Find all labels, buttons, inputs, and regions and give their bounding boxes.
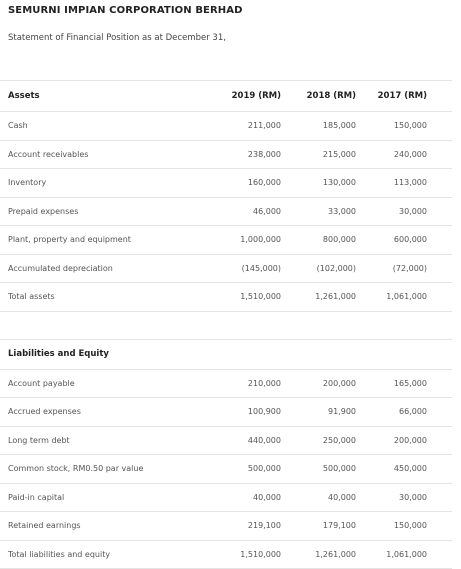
row-label: Cash — [0, 112, 205, 141]
cell-2017: 1,061,000 — [361, 283, 452, 312]
cell-2018: 200,000 — [285, 369, 361, 398]
table-row — [0, 226, 452, 255]
row-label: Accumulated depreciation — [0, 254, 205, 283]
table-row — [0, 512, 452, 541]
cell-2019: 500,000 — [205, 455, 285, 484]
table-header-row — [0, 81, 452, 112]
row-label: Inventory — [0, 169, 205, 198]
cell-2017: 30,000 — [361, 197, 452, 226]
cell-2018: (102,000) — [285, 254, 361, 283]
row-label: Long term debt — [0, 426, 205, 455]
cell-2019: 1,510,000 — [205, 540, 285, 569]
row-label: Account payable — [0, 369, 205, 398]
cell-2018: 500,000 — [285, 455, 361, 484]
cell-2018: 185,000 — [285, 112, 361, 141]
cell-2018: 91,900 — [285, 398, 361, 427]
table-row — [0, 140, 452, 169]
total-assets-row — [0, 283, 452, 312]
company-name: SEMURNI IMPIAN CORPORATION BERHAD — [8, 5, 243, 16]
cell-2018: 40,000 — [285, 483, 361, 512]
table-row — [0, 112, 452, 141]
table-row — [0, 398, 452, 427]
cell-2017: 450,000 — [361, 455, 452, 484]
financial-position-table — [0, 80, 452, 569]
cell-2019: 219,100 — [205, 512, 285, 541]
row-label: Common stock, RM0.50 par value — [0, 455, 205, 484]
cell-2019: 1,000,000 — [205, 226, 285, 255]
table-row — [0, 426, 452, 455]
cell-2017: 30,000 — [361, 483, 452, 512]
row-label: Prepaid expenses — [0, 197, 205, 226]
cell-2019: 40,000 — [205, 483, 285, 512]
cell-2017: 240,000 — [361, 140, 452, 169]
cell-2017: 150,000 — [361, 112, 452, 141]
cell-2019: 440,000 — [205, 426, 285, 455]
cell-2017: 165,000 — [361, 369, 452, 398]
table-row — [0, 254, 452, 283]
cell-2017: 113,000 — [361, 169, 452, 198]
row-label: Account receivables — [0, 140, 205, 169]
row-label: Paid-in capital — [0, 483, 205, 512]
cell-2019: 100,900 — [205, 398, 285, 427]
spacer-row — [0, 311, 452, 339]
cell-2017: 1,061,000 — [361, 540, 452, 569]
cell-2018: 1,261,000 — [285, 540, 361, 569]
row-label: Accrued expenses — [0, 398, 205, 427]
row-label: Total assets — [0, 283, 205, 312]
year-header-2018: 2018 (RM) — [285, 81, 361, 112]
cell-2018: 130,000 — [285, 169, 361, 198]
cell-2019: 238,000 — [205, 140, 285, 169]
cell-2019: 210,000 — [205, 369, 285, 398]
cell-2018: 215,000 — [285, 140, 361, 169]
cell-2019: (145,000) — [205, 254, 285, 283]
total-liabilities-row — [0, 540, 452, 569]
table-row — [0, 455, 452, 484]
cell-2017: (72,000) — [361, 254, 452, 283]
cell-2019: 211,000 — [205, 112, 285, 141]
cell-2017: 200,000 — [361, 426, 452, 455]
row-label: Total liabilities and equity — [0, 540, 205, 569]
cell-2019: 160,000 — [205, 169, 285, 198]
liabilities-header: Liabilities and Equity — [0, 339, 205, 369]
statement-subtitle: Statement of Financial Position as at December 31, — [8, 33, 226, 43]
liabilities-header-row — [0, 339, 452, 369]
cell-2017: 150,000 — [361, 512, 452, 541]
cell-2017: 66,000 — [361, 398, 452, 427]
cell-2018: 179,100 — [285, 512, 361, 541]
cell-2017: 600,000 — [361, 226, 452, 255]
cell-2018: 33,000 — [285, 197, 361, 226]
assets-header: Assets — [0, 81, 205, 112]
cell-2018: 250,000 — [285, 426, 361, 455]
table-row — [0, 197, 452, 226]
table-row — [0, 169, 452, 198]
table-row — [0, 369, 452, 398]
cell-2018: 1,261,000 — [285, 283, 361, 312]
cell-2019: 1,510,000 — [205, 283, 285, 312]
year-header-2017: 2017 (RM) — [361, 81, 452, 112]
row-label: Plant, property and equipment — [0, 226, 205, 255]
year-header-2019: 2019 (RM) — [205, 81, 285, 112]
cell-2018: 800,000 — [285, 226, 361, 255]
row-label: Retained earnings — [0, 512, 205, 541]
cell-2019: 46,000 — [205, 197, 285, 226]
table-row — [0, 483, 452, 512]
